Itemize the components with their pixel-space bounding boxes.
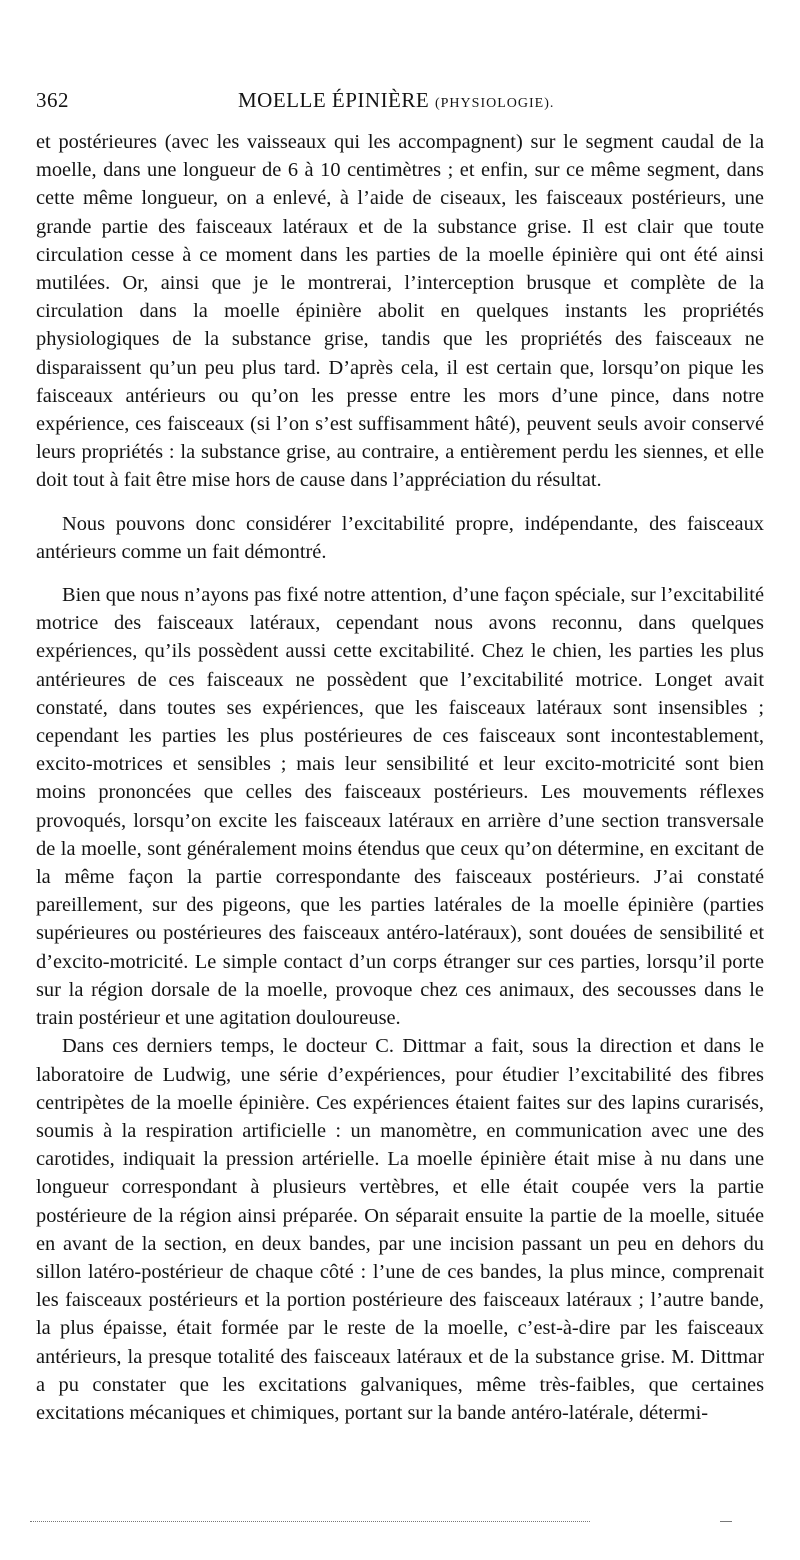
- page-header: [36, 88, 766, 118]
- footer-rule: [30, 1521, 590, 1522]
- running-title-main: MOELLE ÉPINIÈRE: [238, 88, 430, 112]
- running-title-sub: (PHYSIOLOGIE).: [434, 96, 555, 111]
- footer-dash: [720, 1521, 732, 1522]
- paragraph-conclusion: Nous pouvons donc considérer l’excitabilité propre, indépendante, des faisceaux antérieurs comme un fait démontré.: [36, 512, 764, 563]
- body-text: [36, 128, 764, 1427]
- paragraph-lateral-bundles: Bien que nous n’ayons pas fixé notre attention, d’une façon spéciale, sur l’excitabilité motrice des faisceaux latéraux, cependant nous avons reconnu, dans quelques expériences, qu’ils possèdent aussi cette excitabilité. Chez le chien, les parties les plus antérieures de ces faisceaux ne possèdent que l’excitabilité motrice. Longet avait constaté, dans toutes ses expériences, que les faisceaux latéraux sont insensibles ; cependant les parties les plus postérieures de ces faisceaux sont incontestablement, excito-motrices et sensibles ; mais leur sensibilité et leur excito-motricité sont bien moins prononcées que celles des faisceaux postérieurs. Les mouvements réflexes provoqués, lorsqu’on excite les faisceaux latéraux en arrière d’une section transversale de la moelle, sont généralement moins étendus que ceux qu’on détermine, en excitant de la même façon la partie correspondante des faisceaux postérieurs. J’ai constaté pareillement, sur des pigeons, que les parties latérales de la moelle épinière (parties supérieures ou postérieures des faisceaux antéro-latéraux), sont douées de sensibilité et d’excito-motricité. Le simple contact d’un corps étranger sur ces parties, lorsqu’il porte sur la région dorsale de la moelle, provoque chez ces animaux, des secousses dans le train postérieur et une agitation douloureuse.: [36, 584, 764, 1030]
- paragraph-continuation: et postérieures (avec les vaisseaux qui les accompagnent) sur le segment caudal de la moelle, dans une longueur de 6 à 10 centimètres ; et enfin, sur ce même segment, dans cette même longueur, on a enlevé, à l’aide de ciseaux, les faisceaux postérieurs, une grande partie des faisceaux latéraux et de la substance grise. Il est clair que toute circulation cesse à ce moment dans les parties de la moelle épinière qui ont été ainsi mutilées. Or, ainsi que je le montrerai, l’interception brusque et complète de la circulation dans la moelle épinière abolit en quelques instants les propriétés physiologiques de la substance grise, tandis que les propriétés des faisceaux ne disparaissent qu’un peu plus tard. D’après cela, il est certain que, lorsqu’on pique les faisceaux antérieurs ou qu’on les presse entre les mors d’une pince, dans notre expérience, ces faisceaux (si l’on s’est suffisamment hâté), peuvent seuls avoir conservé leurs propriétés : la substance grise, au contraire, a entièrement perdu les siennes, et elle doit tout à fait être mise hors de cause dans l’appréciation du résultat.: [36, 131, 764, 492]
- running-title: [238, 88, 554, 113]
- paragraph-dittmar: Dans ces derniers temps, le docteur C. Dittmar a fait, sous la direction et dans le laboratoire de Ludwig, une série d’expériences, pour étudier l’excitabilité des fibres centripètes de la moelle épinière. Ces expériences étaient faites sur des lapins curarisés, soumis à la respiration artificielle : un manomètre, en communication avec une des carotides, indiquait la pression artérielle. La moelle épinière était mise à nu dans une longueur correspondant à plusieurs vertèbres, et elle était coupée vers la partie postérieure de la région ainsi préparée. On séparait ensuite la partie de la moelle, située en avant de la section, en deux bandes, par une incision passant un peu en dehors du sillon latéro-postérieur de chaque côté : l’une de ces bandes, la plus mince, comprenait les faisceaux postérieurs et la portion postérieure des faisceaux latéraux ; l’autre bande, la plus épaisse, était formée par le reste de la moelle, c’est-à-dire par les faisceaux antérieurs, la presque totalité des faisceaux latéraux et de la substance grise. M. Dittmar a pu constater que les excitations galvaniques, même très-faibles, que certaines excitations mécaniques et chimiques, portant sur la bande antéro-latérale, détermi-: [36, 1035, 764, 1424]
- page-number: 362: [36, 88, 69, 112]
